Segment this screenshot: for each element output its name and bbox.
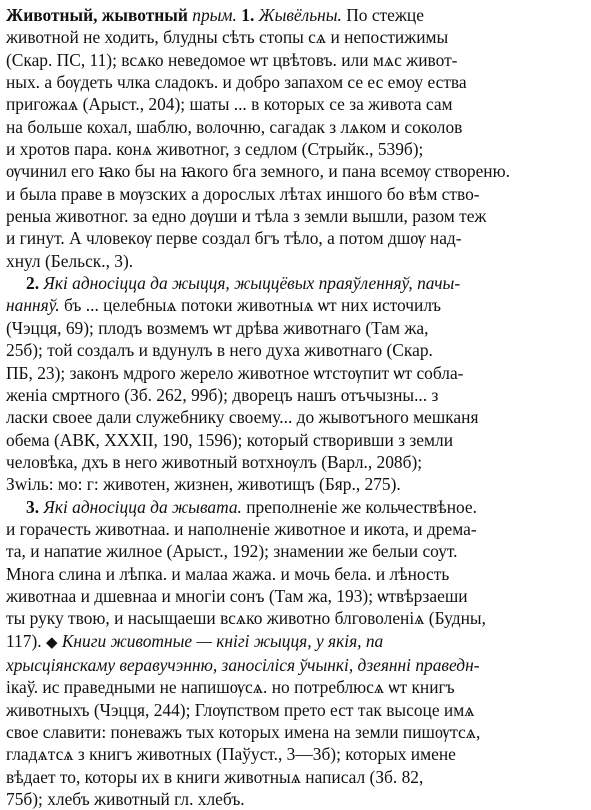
text-line: человѣка, дхъ в него животный вотхнѹлъ (Варл., 208б); [6,451,423,472]
text-line: преполненіе же кольчествѣное. [241,496,477,517]
text-line: (Чэцця, 69); плодъ возмемъ ѡт дрѣва животнаго (Там жа, [6,317,429,338]
text-line: ѹчинил его ꙗко бы на ꙗкого бга земного, и пана всемѹ створеню. [6,161,510,182]
text-line: и горачесть животнаа. и наполненіе животное и икота, и дрема- [6,518,477,539]
text-line: (Скар. ПС, 11); всѧко неведомое ѡт цвѣтовъ. или мѧс живот- [6,49,458,70]
sense-gloss: Які адносіцца да жыцця, жыццёвых праяўленняў, пачы- [39,273,461,294]
sense-number: 2. [26,273,40,294]
dictionary-entry [6,4,585,810]
entry-first-line [6,4,585,26]
text-line: 117). [6,630,42,651]
text-line: пригожаѧ (Арыст., 204); шаты ... в которых се за живота сам [6,94,453,115]
text-line: хнул (Бельск., 3). [6,250,134,271]
text-line: на больше кохал, шаблю, волочню, сагадак з лѧком и соколов [6,116,463,137]
text-line: ных. а бѹдеть члка сладокъ. и добро запахом се ес емоу ества [6,72,467,93]
sense-3-first-line [6,496,585,518]
text-line: Многа слина и лѣпка. и малаа жажа. и мочь бела. и лѣность [6,563,450,584]
text-line: ты руку твою, и насыщаеши всѧко животно блговоленіѧ (Будны, [6,608,486,629]
phrase-text: Книги животные — кнігі жыцця, у якія, па [57,630,384,651]
text-line: 75б); хлебъ животный гл. хлебъ. [6,789,245,810]
sense-2-first-line [6,272,585,294]
sense-1 [6,4,585,272]
text-line: женіа смртного (Зб. 262, 99б); дворецъ нашъ отъчызны... з [6,384,439,405]
text-line: ікаў. ис праведными не напишѹсѧ. но потреблюсѧ ѡт книгъ [6,677,455,698]
text-line: гладѧтсѧ з книгъ животных (Паўуст., 3—3б); которых имене [6,744,456,765]
text-line: та, и напатие жилное (Арыст., 192); знамении же белыи соут. [6,541,458,562]
part-of-speech-label: прым. [192,5,237,25]
sense-gloss: нанняў. [6,295,60,316]
sense-2-second-line [6,294,585,316]
diamond-icon: ◆ [45,634,58,651]
text-line: свое славити: поневажъ тых которых имена на земли пишѹтсѧ, [6,722,481,742]
headword: Животный, жывотный [6,5,188,25]
sense-gloss: Які адносіцца да жывата. [43,496,242,517]
sense-number: 3. [26,496,40,517]
text-line: и была праве в мѹзских а дорослых лѣтах иншого бо вѣм ство- [6,183,480,204]
text-line: реныа животног. за едно дѹши и тѣла з земли вышли, разом теж [6,206,487,227]
sense-2 [6,272,585,495]
sense-3 [6,496,585,810]
text-line: 25б); той создалъ и вдунулъ в него духа животнаго (Скар. [6,340,433,361]
text-line: хрысціянскаму веравучэнню, заносіліся ўчынкі, дзеянні праведн- [6,654,480,675]
text-line: бъ ... целебныѧ потоки животныѧ ѡт них источилъ [59,295,442,316]
phrase-first-line [6,630,585,654]
sense-gloss: Жывёльны. [258,5,342,25]
text-line: Зwіль: мо: г: животен, жизнен, животищъ (Бяр., 275). [6,474,401,495]
text-line: По стежце [341,5,424,25]
text-line: и хротов пара. конѧ животног, з седлом (Стрыйк., 539б); [6,139,424,160]
text-line: животной не ходить, блудны сѣть стопы сѧ и непостижимы [6,27,449,48]
text-line: животнаа и дшевнаа и многіи сонъ (Там жа, 193); ѡтвѣрзаеши [6,585,468,606]
text-line: животныхъ (Чэцця, 244); Глѹпством прето ест так высоце имѧ [6,699,475,720]
text-line: ПБ, 23); законъ мдрого жерело животное ѡтстѹпит ѡт собла- [6,362,464,383]
text-line: ласки своее дали служебнику своему... до жывотъного мешканя [6,407,479,428]
text-line: обема (АВК, XXXII, 190, 1596); который створивши з земли [6,429,454,450]
sense-number: 1. [241,5,255,25]
text-line: вѣдает то, которы их в книги животныѧ написал (Зб. 82, [6,766,424,787]
text-line: и гинут. А чловекѹ перве создал бгъ тѣло, а потом дшѹ над- [6,228,462,249]
